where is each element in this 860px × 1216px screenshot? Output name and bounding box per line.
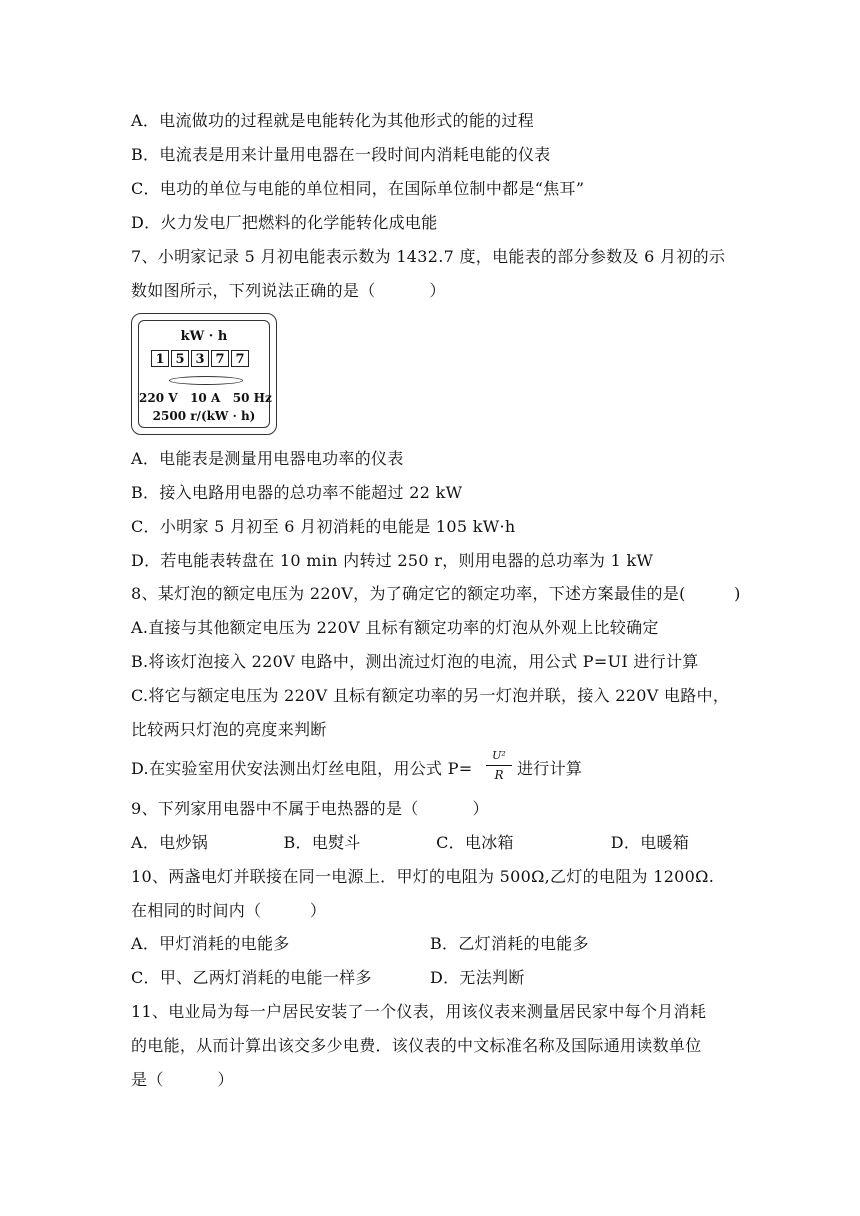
q6-option-d: D．火力发电厂把燃料的化学能转化成电能 <box>131 213 438 232</box>
meter-digit: 3 <box>191 350 209 367</box>
q7-option-d: D．若电能表转盘在 10 min 内转过 250 r，则用电器的总功率为 1 kW <box>131 551 654 570</box>
meter-spec-voltage: 220 V 10 A 50 Hz <box>139 391 272 405</box>
q8-option-b: B.将该灯泡接入 220V 电路中，测出流过灯泡的电流，用公式 P=UI 进行计算 <box>131 652 699 671</box>
q7-option-b: B．接入电路用电器的总功率不能超过 22 kW <box>131 483 463 502</box>
q6-option-b: B．电流表是用来计量用电器在一段时间内消耗电能的仪表 <box>131 145 551 164</box>
formula-denominator: R <box>494 768 504 782</box>
meter-digit: 5 <box>171 350 189 367</box>
q10-option-c: C．甲、乙两灯消耗的电能一样多 <box>131 968 372 987</box>
q6-option-a: A．电流做功的过程就是电能转化为其他形式的能的过程 <box>131 111 535 130</box>
q8-option-c-line2: 比较两只灯泡的亮度来判断 <box>131 720 327 739</box>
meter-digit: 1 <box>151 350 169 367</box>
q10-option-d: D．无法判断 <box>430 968 525 987</box>
meter-digit: 7 <box>231 350 249 367</box>
q9-options: A．电炒锅 B．电熨斗 C．电冰箱 D．电暖箱 <box>131 833 690 852</box>
q10-option-a: A．甲灯消耗的电能多 <box>131 934 290 953</box>
meter-disk <box>169 376 243 385</box>
q8-stem: 8、某灯泡的额定电压为 220V，为了确定它的额定功率，下述方案最佳的是( ) <box>131 584 741 603</box>
formula-numerator: U² <box>492 749 506 762</box>
q11-stem-line3: 是（ ） <box>131 1070 234 1089</box>
fraction-bar <box>486 765 512 766</box>
q11-stem-line2: 的电能，从而计算出该交多少电费．该仪表的中文标准名称及国际通用读数单位 <box>131 1036 702 1055</box>
q9-stem: 9、下列家用电器中不属于电热器的是（ ） <box>131 799 489 818</box>
meter-face <box>138 320 270 428</box>
q7-option-a: A．电能表是测量用电器电功率的仪表 <box>131 449 404 468</box>
meter-digits <box>151 350 249 367</box>
q7-option-c: C．小明家 5 月初至 6 月初消耗的电能是 105 kW·h <box>131 517 516 536</box>
q10-stem-line2: 在相同的时间内（ ） <box>131 901 327 920</box>
q10-option-b: B．乙灯消耗的电能多 <box>430 934 589 953</box>
q8-option-d: D.在实验室用伏安法测出灯丝电阻，用公式 P= <box>131 759 473 778</box>
power-formula-fraction <box>483 749 515 791</box>
meter-spec-revolutions: 2500 r/(kW · h) <box>152 409 256 423</box>
q8-option-a: A.直接与其他额定电压为 220V 且标有额定功率的灯泡从外观上比较确定 <box>131 618 659 637</box>
q7-stem-line1: 7、小明家记录 5 月初电能表示数为 1432.7 度，电能表的部分参数及 6 月初的示 <box>131 247 726 266</box>
q10-stem-line1: 10、两盏电灯并联接在同一电源上．甲灯的电阻为 500Ω,乙灯的电阻为 1200Ω. <box>131 867 715 886</box>
meter-unit: kW · h <box>180 329 228 344</box>
q8-option-c-line1: C.将它与额定电压为 220V 且标有额定功率的另一灯泡并联，接入 220V 电路中， <box>131 686 730 705</box>
meter-digit: 7 <box>211 350 229 367</box>
q7-stem-line2: 数如图所示，下列说法正确的是（ ） <box>131 281 446 300</box>
electricity-meter-figure <box>131 313 277 435</box>
q6-option-c: C．电功的单位与电能的单位相同，在国际单位制中都是“焦耳” <box>131 179 585 198</box>
q11-stem-line1: 11、电业局为每一户居民安装了一个仪表，用该仪表来测量居民家中每个月消耗 <box>131 1002 707 1021</box>
q8-option-d-suffix: 进行计算 <box>517 759 583 778</box>
